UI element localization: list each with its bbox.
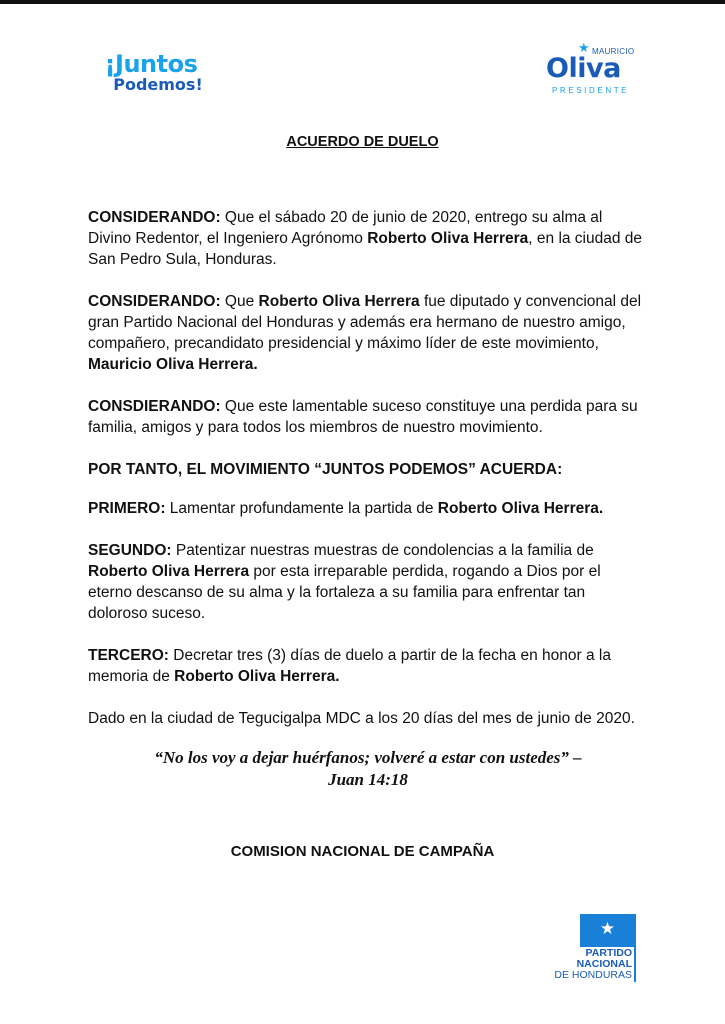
paragraph-text: Decretar tres (3) días de duelo a partir de la fecha en honor a la memoria de — [88, 647, 611, 685]
paragraph-considerando-1 — [88, 207, 648, 270]
name-emphasis: Roberto Oliva Herrera. — [437, 500, 604, 517]
logo-star-icon: ★ — [578, 40, 590, 55]
logo-line-1: ¡Juntos — [104, 50, 198, 78]
paragraph-text: Que — [220, 293, 259, 310]
party-line-3: DE HONDURAS — [554, 969, 632, 981]
logo-first-name: MAURICIO — [592, 47, 635, 56]
partido-nacional-logo — [540, 912, 640, 984]
paragraph-primero — [88, 498, 648, 519]
paragraph-considerando-2 — [88, 291, 648, 375]
paragraph-text: Que el sábado 20 de junio de 2020, entrego su alma al Divino Redentor, el Ingeniero Agrónomo — [88, 209, 603, 247]
quote-reference: Juan 14:18 — [328, 770, 408, 789]
paragraph-label: PRIMERO: — [88, 500, 166, 517]
name-emphasis: Mauricio Oliva Herrera. — [88, 356, 258, 373]
flag-icon — [580, 914, 635, 947]
paragraph-label: CONSIDERANDO: — [88, 293, 221, 310]
paragraph-tercero — [88, 645, 648, 687]
paragraph-label: SEGUNDO: — [88, 542, 172, 559]
paragraph-heading: POR TANTO, EL MOVIMIENTO “JUNTOS PODEMOS” ACUERDA: — [88, 461, 563, 478]
name-emphasis: Roberto Oliva Herrera — [367, 230, 529, 247]
paragraph-text: Que este lamentable suceso constituye una perdida para su familia, amigos y para todos los miembros de nuestro movimiento. — [88, 398, 638, 436]
paragraph-label: CONSDIERANDO: — [88, 398, 221, 415]
juntos-podemos-logo — [86, 52, 216, 93]
paragraph-text: por esta irreparable perdida, rogando a Dios por el eterno descanso de su alma y la fortaleza a su familia para enfrentar tan doloroso suceso. — [88, 563, 601, 622]
party-line-1: PARTIDO — [585, 947, 632, 959]
star-icon: ★ — [599, 919, 616, 938]
paragraph-segundo — [88, 540, 648, 624]
logo-line-2: Podemos! — [113, 75, 203, 94]
logo-last-name: Oliva — [546, 53, 621, 84]
paragraph-label: CONSIDERANDO: — [88, 209, 221, 226]
name-emphasis: Roberto Oliva Herrera. — [174, 668, 340, 685]
document-body — [88, 207, 648, 750]
party-line-2: NACIONAL — [576, 958, 632, 970]
document-title: ACUERDO DE DUELO — [286, 134, 439, 150]
name-emphasis: Roberto Oliva Herrera — [258, 293, 420, 310]
top-border — [0, 0, 725, 4]
paragraph-label: TERCERO: — [88, 647, 169, 664]
quote-text: “No los voy a dejar huérfanos; volveré a estar con ustedes” – — [154, 748, 582, 767]
paragraph-considerando-3 — [88, 396, 648, 438]
paragraph-dado: Dado en la ciudad de Tegucigalpa MDC a los 20 días del mes de junio de 2020. — [88, 710, 635, 727]
mauricio-oliva-logo — [540, 40, 650, 100]
paragraph-text: fue diputado y convencional del gran Partido Nacional del Honduras y además era hermano de nuestro amigo, compañero, precandidato presidencial y máximo líder de este movimiento, — [88, 293, 642, 352]
paragraph-text: Lamentar profundamente la partida de — [165, 500, 438, 517]
paragraph-text: , en la ciudad de San Pedro Sula, Honduras. — [88, 230, 643, 268]
paragraph-text: Patentizar nuestras muestras de condolencias a la familia de — [171, 542, 594, 559]
logo-divider — [634, 914, 636, 982]
paragraph-por-tanto — [88, 459, 648, 480]
bible-quote — [88, 747, 648, 791]
name-emphasis: Roberto Oliva Herrera — [88, 563, 250, 580]
commission-signature: COMISION NACIONAL DE CAMPAÑA — [230, 843, 495, 860]
logo-role: PRESIDENTE — [552, 86, 630, 95]
